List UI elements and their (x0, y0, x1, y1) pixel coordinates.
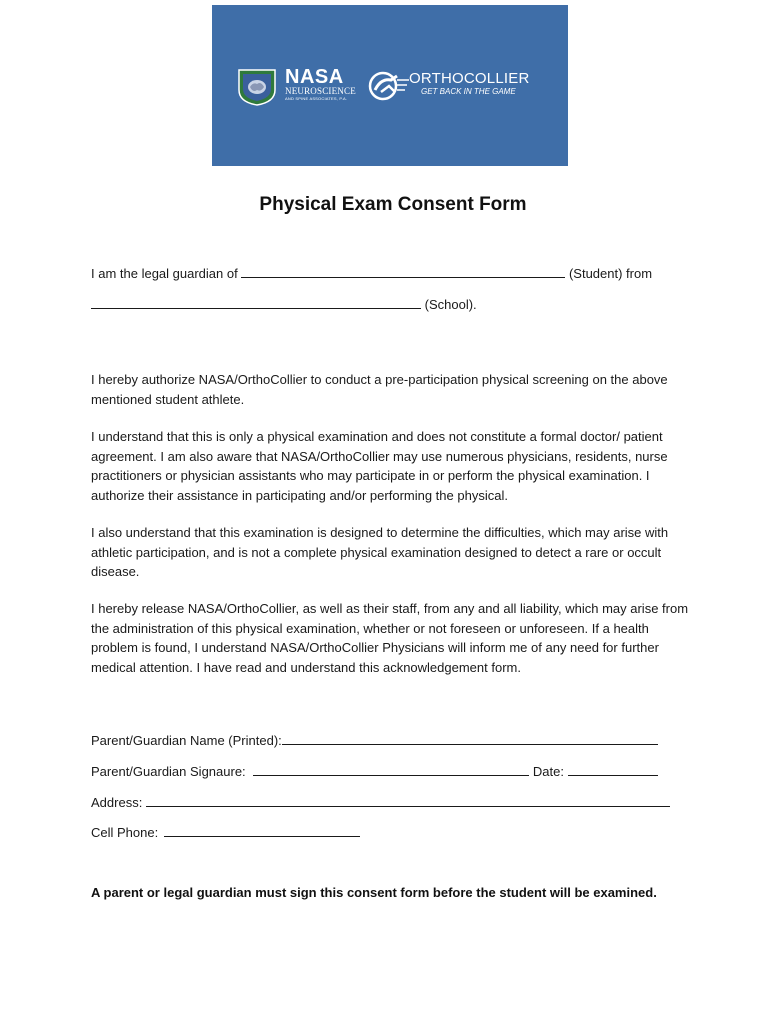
paragraph-authorize: I hereby authorize NASA/OrthoCollier to conduct a pre-participation physical screening on the above mentioned student athlete. (91, 372, 668, 407)
guardian-signature-label: Parent/Guardian Signaure: (91, 764, 246, 779)
paragraph-understand: I understand that this is only a physical examination and does not constitute a formal doctor/ patient agreement. I am also aware that NASA/OrthoCollier may use numerous physicians, residents, nurse practitioners or physician assistants who may participate in or perform the physical examination. I authorize their assistance in participating and/or performing the physical. (91, 429, 668, 503)
address-label: Address: (91, 795, 143, 810)
date-label: Date: (532, 764, 564, 779)
school-name-field[interactable] (91, 296, 421, 309)
school-line (91, 296, 477, 312)
date-field[interactable] (568, 763, 658, 776)
address-row (91, 794, 670, 810)
cell-phone-row (91, 824, 360, 840)
orthocollier-runner-icon (367, 70, 411, 102)
page-title: Physical Exam Consent Form (259, 194, 527, 215)
paragraph-release: I hereby release NASA/OrthoCollier, as well as their staff, from any and all liability, which may arise from the administration of this physical examination, whether or not foreseen or unforeseen. If a health problem is found, I understand NASA/OrthoCollier Physicians will inform me of any need for further medical attention. I have read and understand this acknowledgement form. (91, 601, 689, 675)
cell-phone-label: Cell Phone: (91, 825, 159, 840)
logo-row (237, 68, 547, 110)
guardian-name-label: Parent/Guardian Name (Printed): (91, 733, 282, 748)
guardian-signature-field[interactable] (253, 763, 529, 776)
consent-notice: A parent or legal guardian must sign this consent form before the student will be examined. (91, 885, 657, 900)
student-name-field[interactable] (241, 265, 565, 278)
guardian-name-field[interactable] (282, 732, 658, 745)
guardian-line (91, 265, 652, 281)
nasa-logo-text (285, 68, 365, 102)
nasa-subtitle-2: AND SPINE ASSOCIATES, P.A. (285, 96, 348, 101)
nasa-title: NASA (285, 66, 344, 88)
school-suffix: (School). (424, 297, 477, 312)
guardian-signature-row (91, 763, 658, 779)
orthocollier-tagline: GET BACK IN THE GAME (421, 87, 516, 96)
orthocollier-title: ORTHOCOLLIER (409, 70, 530, 87)
student-suffix: (Student) from (568, 266, 653, 281)
cell-phone-field[interactable] (164, 824, 360, 837)
paragraph-examination-purpose: I also understand that this examination is designed to determine the difficulties, which may arise with athletic participation, and is not a complete physical examination designed to detect a rare or occult disease. (91, 525, 669, 579)
guardian-prefix: I am the legal guardian of (91, 266, 238, 281)
nasa-subtitle: NEUROSCIENCE (285, 86, 356, 96)
orthocollier-logo-text (409, 70, 549, 97)
header-banner (212, 5, 568, 166)
guardian-name-row (91, 732, 658, 748)
address-field[interactable] (146, 794, 670, 807)
nasa-shield-icon (237, 68, 277, 106)
